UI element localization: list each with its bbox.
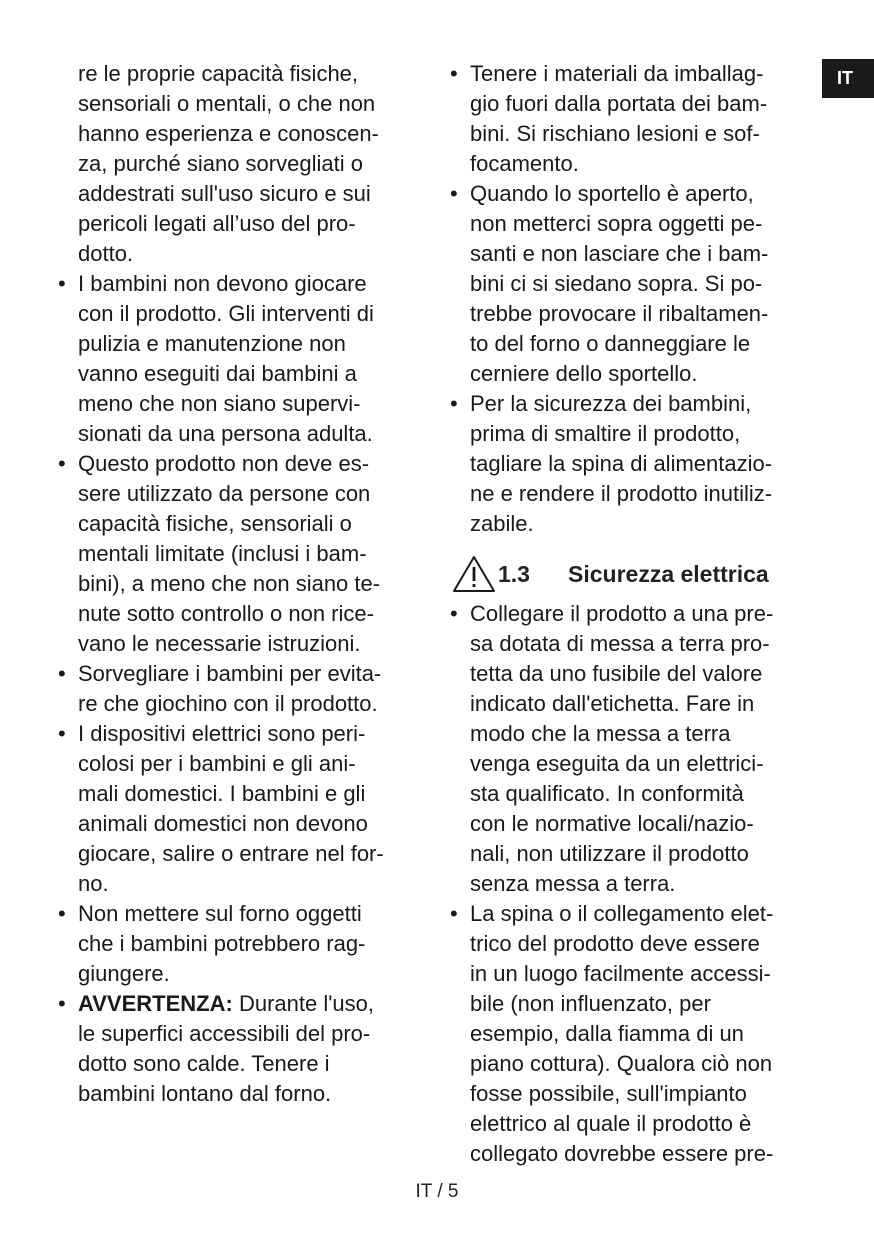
text-line: Tenere i materiali da imballag-: [470, 61, 764, 86]
text-line: Per la sicurezza dei bambini,: [470, 391, 752, 416]
text-line: pulizia e manutenzione non: [78, 331, 346, 356]
bullet-item: [58, 449, 428, 659]
text-line: colosi per i bambini e gli ani-: [78, 751, 356, 776]
text-line: pericoli legati all’uso del pro-: [78, 211, 356, 236]
warning-triangle-icon: [452, 555, 496, 593]
text-line: ne e rendere il prodotto inutiliz-: [470, 481, 773, 506]
text-line: sere utilizzato da persone con: [78, 481, 371, 506]
page-footer: IT / 5: [415, 1181, 459, 1202]
text-line: bini), a meno che non siano te-: [78, 571, 381, 596]
text-line: Sorvegliare i bambini per evita-: [78, 661, 382, 686]
bullet-dot: •: [450, 61, 458, 86]
text-line: venga eseguita da un elettrici-: [470, 751, 764, 776]
text-line: tagliare la spina di alimentazio-: [470, 451, 773, 476]
text-line: za, purché siano sorvegliati o: [78, 151, 363, 176]
text-line: dotto.: [78, 241, 134, 266]
text-line: I dispositivi elettrici sono peri-: [78, 721, 366, 746]
bullet-dot: •: [58, 991, 66, 1016]
text-line: bini ci si siedano sopra. Si po-: [470, 271, 763, 296]
text-line: Quando lo sportello è aperto,: [470, 181, 754, 206]
text-line: con le normative locali/nazio-: [470, 811, 754, 836]
bullet-dot: •: [450, 901, 458, 926]
text-line: sensoriali o mentali, o che non: [78, 91, 376, 116]
text-line: fosse possibile, sull'impianto: [470, 1081, 747, 1106]
text-line: tetta da uno fusibile del valore: [470, 661, 763, 686]
text-line: prima di smaltire il prodotto,: [470, 421, 741, 446]
text-line: re le proprie capacità fisiche,: [78, 61, 359, 86]
text-line: Collegare il prodotto a una pre-: [470, 601, 774, 626]
warning-label: AVVERTENZA:: [78, 991, 233, 1016]
text-line: vano le necessarie istruzioni.: [78, 631, 361, 656]
text-line: [78, 989, 374, 1019]
warning-text: Durante l'uso,: [232, 991, 374, 1016]
text-line: esempio, dalla fiamma di un: [470, 1021, 744, 1046]
text-line: giungere.: [78, 961, 170, 986]
text-line: sta qualificato. In conformità: [470, 781, 744, 806]
right-column: [450, 59, 820, 1169]
text-line: sa dotata di messa a terra pro-: [470, 631, 770, 656]
text-line: bambini lontano dal forno.: [78, 1081, 332, 1106]
text-line: to del forno o danneggiare le: [470, 331, 751, 356]
text-line: senza messa a terra.: [470, 871, 676, 896]
text-line: piano cottura). Qualora ciò non: [470, 1051, 773, 1076]
bullet-item: [450, 59, 820, 179]
continuation-paragraph: [58, 59, 428, 269]
bullet-item: [58, 269, 428, 449]
text-line: in un luogo facilmente accessi-: [470, 961, 771, 986]
text-line: Questo prodotto non deve es-: [78, 451, 370, 476]
text-line: no.: [78, 871, 109, 896]
section-heading: [450, 551, 820, 597]
bullet-item: [58, 659, 428, 719]
text-line: vanno eseguiti dai bambini a: [78, 361, 357, 386]
text-line: hanno esperienza e conoscen-: [78, 121, 379, 146]
text-line: bile (non influenzato, per: [470, 991, 711, 1016]
text-line: dotto sono calde. Tenere i: [78, 1051, 330, 1076]
text-line: nute sotto controllo o non rice-: [78, 601, 374, 626]
text-line: zabile.: [470, 511, 534, 536]
bullet-dot: •: [450, 391, 458, 416]
section-number: 1.3: [498, 560, 530, 587]
bullet-item: [450, 899, 820, 1169]
text-line: mali domestici. I bambini e gli: [78, 781, 366, 806]
text-line: le superfici accessibili del pro-: [78, 1021, 371, 1046]
text-line: trico del prodotto deve essere: [470, 931, 760, 956]
bullet-item: [450, 389, 820, 539]
bullet-item: [58, 719, 428, 899]
text-line: modo che la messa a terra: [470, 721, 731, 746]
bullet-dot: •: [450, 181, 458, 206]
text-line: indicato dall'etichetta. Fare in: [470, 691, 755, 716]
text-line: che i bambini potrebbero rag-: [78, 931, 366, 956]
text-line: I bambini non devono giocare: [78, 271, 367, 296]
text-line: La spina o il collegamento elet-: [470, 901, 774, 926]
text-line: nali, non utilizzare il prodotto: [470, 841, 749, 866]
text-line: cerniere dello sportello.: [470, 361, 698, 386]
text-line: capacità fisiche, sensoriali o: [78, 511, 352, 536]
text-line: santi e non lasciare che i bam-: [470, 241, 769, 266]
text-line: giocare, salire o entrare nel for-: [78, 841, 384, 866]
text-line: gio fuori dalla portata dei bam-: [470, 91, 768, 116]
text-line: mentali limitate (inclusi i bam-: [78, 541, 367, 566]
left-column: [58, 59, 428, 1109]
text-line: non metterci sopra oggetti pe-: [470, 211, 763, 236]
text-line: collegato dovrebbe essere pre-: [470, 1141, 774, 1166]
text-line: animali domestici non devono: [78, 811, 368, 836]
bullet-dot: •: [58, 721, 66, 746]
text-line: trebbe provocare il ribaltamen-: [470, 301, 769, 326]
text-line: focamento.: [470, 151, 579, 176]
text-line: elettrico al quale il prodotto è: [470, 1111, 752, 1136]
text-line: re che giochino con il prodotto.: [78, 691, 378, 716]
bullet-dot: •: [58, 661, 66, 686]
bullet-dot: •: [58, 901, 66, 926]
bullet-item: [450, 179, 820, 389]
bullet-dot: •: [450, 601, 458, 626]
bullet-item: [450, 599, 820, 899]
text-line: sionati da una persona adulta.: [78, 421, 373, 446]
text-line: addestrati sull'uso sicuro e sui: [78, 181, 371, 206]
warning-bullet-item: [58, 989, 428, 1109]
section-title: Sicurezza elettrica: [568, 560, 769, 587]
text-line: con il prodotto. Gli interventi di: [78, 301, 374, 326]
bullet-item: [58, 899, 428, 989]
bullet-dot: •: [58, 451, 66, 476]
text-line: Non mettere sul forno oggetti: [78, 901, 362, 926]
text-line: meno che non siano supervi-: [78, 391, 361, 416]
bullet-dot: •: [58, 271, 66, 296]
language-tab: IT: [822, 59, 874, 98]
text-line: bini. Si rischiano lesioni e sof-: [470, 121, 760, 146]
